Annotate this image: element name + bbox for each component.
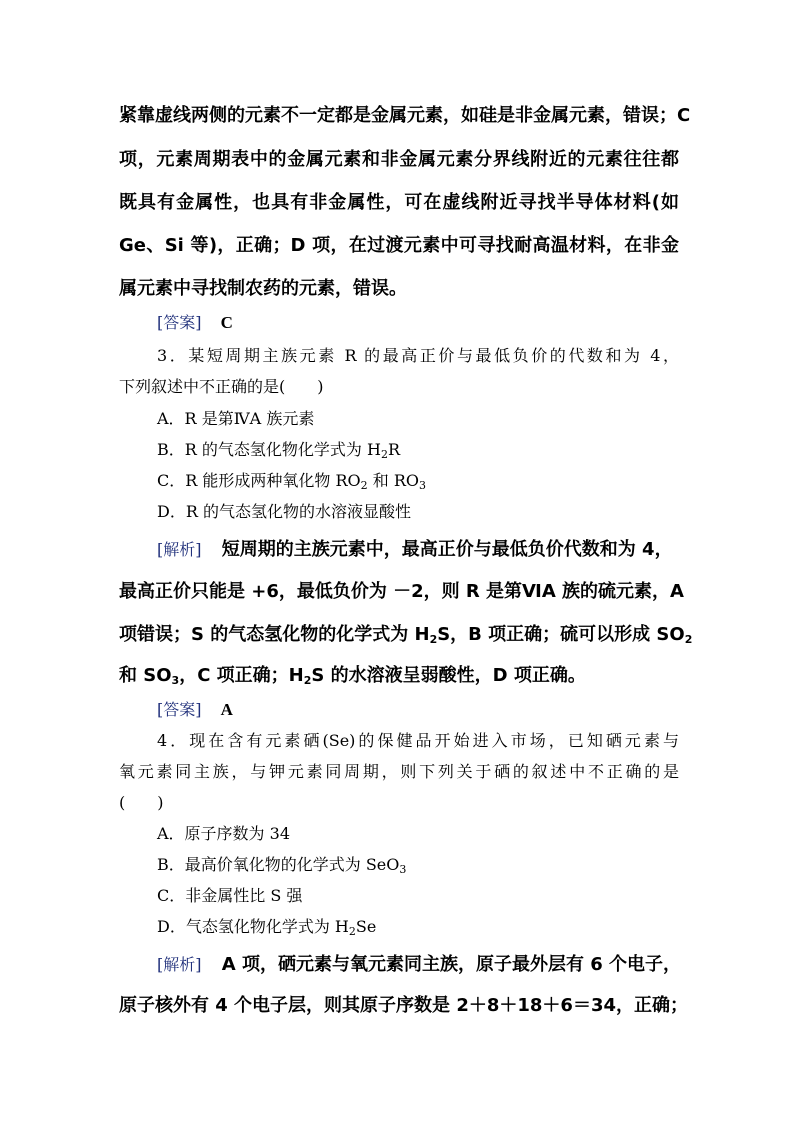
option-b: B．最高价氧化物的化学式为 SeO$_3$	[157, 855, 407, 876]
option-b: B．R 的气态氢化物化学式为 $H_2R$	[157, 440, 400, 461]
explanation-line: 紧靠虚线两侧的元素不一定都是金属元素，如硅是非金属元素，错误；C	[119, 105, 691, 126]
option-d: D．R 的气态氢化物的水溶液显酸性	[157, 502, 411, 521]
option-a: A．R 是第ⅣA 族元素	[157, 409, 315, 428]
explanation-row	[157, 950, 682, 976]
question-stem: 4．现在含有元素硒(Se)的保健品开始进入市场，已知硒元素与	[157, 731, 679, 750]
explanation-tag: [解析]	[157, 540, 202, 559]
answer-row	[157, 310, 679, 333]
explanation-line: 原子核外有 4 个电子层，则其原子序数是 2＋8＋18＋6＝34，正确；	[119, 995, 688, 1016]
option-c: C．R 能形成两种氧化物 $RO_2$ 和 $RO_3$	[157, 471, 426, 492]
explanation-text: 短周期的主族元素中，最高正价与最低负价代数和为 4，	[221, 539, 673, 560]
explanation-line: 最高正价只能是 +6，最低负价为 －2，则 R 是第ⅥA 族的硫元素，A	[119, 581, 684, 602]
explanation-line: 属元素中寻找制农药的元素，错误。	[119, 278, 407, 299]
option-a: A．原子序数为 34	[157, 824, 291, 843]
question-stem: 氧元素同主族，与钾元素同周期，则下列关于硒的叙述中不正确的是	[119, 762, 679, 781]
answer-row	[157, 697, 679, 720]
explanation-line: 和 $SO_3$，C 项正确；$H_2S$ 的水溶液呈弱酸性，D 项正确。	[119, 665, 586, 687]
question-stem: 下列叙述中不正确的是( )	[119, 377, 324, 396]
answer-value: C	[220, 313, 233, 332]
explanation-line: 既具有金属性，也具有非金属性，可在虚线附近寻找半导体材料(如	[119, 192, 679, 213]
question-stem: ( )	[119, 793, 164, 812]
explanation-line: 项错误；S 的气态氢化物的化学式为 $H_2S$，B 项正确；硫可以形成 $SO_2$	[119, 624, 693, 646]
explanation-row	[157, 535, 679, 561]
option-d: D．气态氢化物化学式为 $H_2Se$	[157, 917, 377, 938]
answer-tag: [答案]	[157, 700, 202, 719]
explanation-text: A 项，硒元素与氧元素同主族，原子最外层有 6 个电子，	[221, 954, 682, 975]
explanation-line: 项，元素周期表中的金属元素和非金属元素分界线附近的元素往往都	[119, 149, 679, 170]
answer-value: A	[220, 700, 233, 719]
question-stem: 3．某短周期主族元素 R 的最高正价与最低负价的代数和为 4，	[157, 346, 679, 365]
option-c: C．非金属性比 S 强	[157, 886, 303, 905]
explanation-line: Ge、Si 等)，正确；D 项，在过渡元素中可寻找耐高温材料，在非金	[119, 235, 679, 256]
explanation-tag: [解析]	[157, 955, 202, 974]
answer-tag: [答案]	[157, 313, 202, 332]
